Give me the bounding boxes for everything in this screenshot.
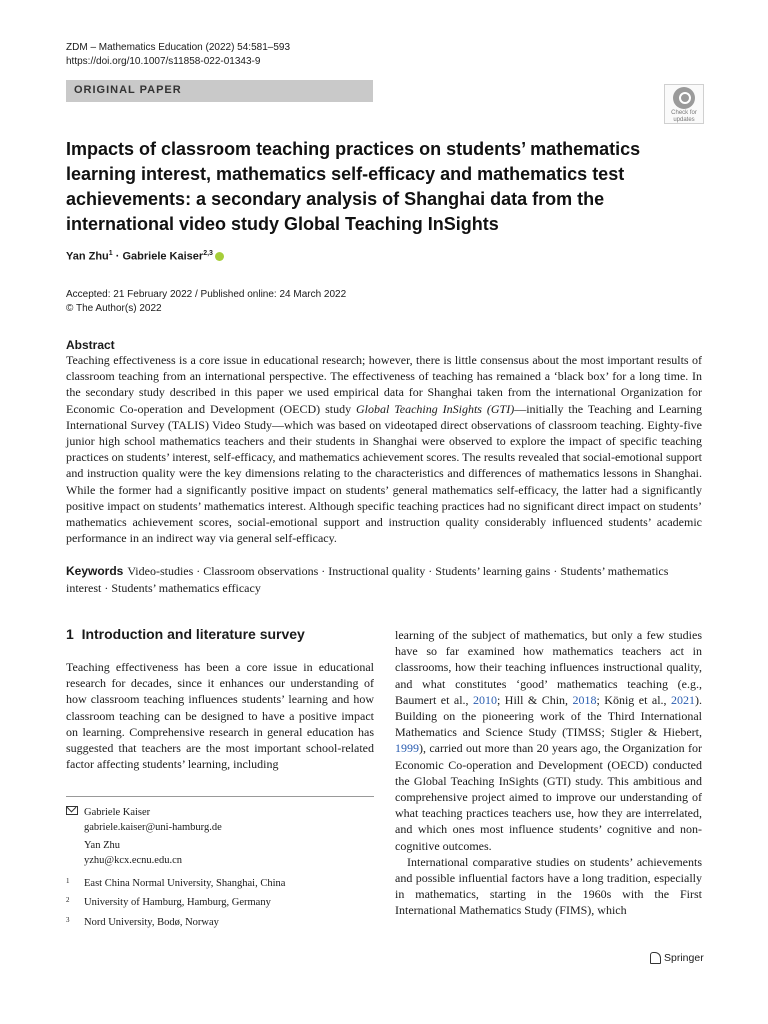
journal-info [66,41,290,69]
check-updates-line2: updates [673,117,695,123]
corresponding-author-name: Gabriele Kaiser [84,807,151,818]
affiliation-number: 2 [66,896,70,904]
footnote-divider [66,796,374,797]
author-list [66,250,224,263]
envelope-icon [66,806,78,815]
dates-line: Accepted: 21 February 2022 / Published online: 24 March 2022 [66,289,347,300]
right-column [395,627,702,919]
affiliation-text: Nord University, Bodø, Norway [84,917,219,928]
left-column-text: Teaching effectiveness has been a core issue in educational research for decades, since it enhances our understanding of how classroom teaching influences students’ learning and how classroom teaching can be designed to have a positive impact on learning. Comprehensive research in general education has suggested that teachers are the most important school-related factor affecting students’ learning, including [66,660,374,772]
author-name[interactable]: Yan Zhu [66,250,109,263]
copyright-line: © The Author(s) 2022 [66,303,162,314]
text-run: ; Hill & Chin, [497,692,573,707]
article-type-label: ORIGINAL PAPER [74,84,182,96]
publication-dates [66,288,346,316]
check-updates-line1: Check for [671,110,697,116]
keywords-label: Keywords [66,564,124,578]
abstract-part: —initially the Teaching and Learning International Survey (TALIS) Video Study—which was based on videotaped direct observations of classroom teaching. Eighty-five junior high school mathematics teachers and their students in Shanghai were observed to explore the impact of specific teaching practices on students’ interest, self-efficacy, and mathematics achievement scores. The results revealed that social-emotional support and instruction quality were the key dimensions relating to the characteristics and differences of mathematics lessons in Shanghai. While the former had a significantly positive impact on students’ general mathematics self-efficacy, the latter had a significantly positive impact on students’ mathematics interest. Although specific teaching practices had no significant direct impact on students’ mathematics achievement scores, social-emotional support and instruction quality considerably influenced students’ academic performance in an indirect way via general self-efficacy. [66,401,702,546]
abstract-study-name: Global Teaching InSights (GTI) [355,401,515,416]
text-run: learning of the subject of mathematics, but only a few studies have so far examined how mathematics teachers act in classrooms, how their teaching influences instructional quality, and what constitutes ‘good’ mathematics teaching (e.g., Baumert et al., [395,628,702,707]
affiliation-number: 3 [66,916,70,924]
corresponding-author-email[interactable]: gabriele.kaiser@uni-hamburg.de [84,822,222,833]
citation-link[interactable]: 2021 [671,692,695,707]
section-heading [66,626,305,642]
abstract-part: Teaching effectiveness is a core issue in educational research; however, there is little consensus about the most important results of classroom teaching from an international perspective. The effectiveness of teaching has remained a ‘black box’ for a long time. In the secondary study described in this paper we used empirical data for Shanghai taken from the international Organization for Economic Co-operation and Development (OECD) study [66,353,702,416]
text-run: ), carried out more than 20 years ago, the Organization for Economic Co-operation and Development (OECD) conducted the Global Teaching InSights (GTI) study. This ambitious and comprehensive project aimed to improve our understanding of what teaching practices teachers use, how they are interrelated, and which ones most influence students’ cognitive and non-cognitive outcomes. [395,741,702,853]
doi-link[interactable]: https://doi.org/10.1007/s11858-022-01343-9 [66,56,261,67]
section-number: 1 [66,626,74,642]
affiliation-text: East China Normal University, Shanghai, China [84,878,286,889]
author-name: Yan Zhu [84,840,120,851]
text-run: ). Building on the pioneering work of the Third International Mathematics and Science Study (TIMSS; Stigler & Hiebert, [395,692,702,740]
publisher-logo [650,952,704,964]
citation-link[interactable]: 2010 [473,692,498,707]
springer-horse-icon [650,952,661,964]
text-run: ; König et al., [596,692,671,707]
orcid-icon[interactable] [215,252,224,261]
author-affiliation-ref: 2,3 [203,250,213,257]
author-name[interactable]: Gabriele Kaiser [122,250,204,263]
paper-title: Impacts of classroom teaching practices on students’ mathematics learning interest, mathematics self-efficacy and mathematics test achievements: a secondary analysis of Shanghai data from the international video study Global Teaching InSights [66,139,641,234]
article-type-banner [66,80,373,102]
journal-citation: ZDM – Mathematics Education (2022) 54:581–593 [66,42,291,53]
right-column-paragraph: International comparative studies on students’ achievements and possible influential factors have a long tradition, especially in mathematics, starting in the 1960s with the First International Mathematics Study (FIMS), which [395,854,702,918]
abstract-text [66,352,702,546]
section-title: Introduction and literature survey [81,626,305,642]
author-email[interactable]: yzhu@kcx.ecnu.edu.cn [84,855,183,866]
citation-link[interactable]: 1999 [395,741,419,756]
check-for-updates-badge[interactable] [664,84,704,124]
author-affiliation-ref: 1 [108,250,113,257]
abstract-heading: Abstract [66,338,115,352]
check-updates-icon [673,87,695,109]
publisher-name: Springer [664,952,704,964]
keywords-list: Video-studies · Classroom observations · Instructional quality · Students’ learning gains · Students’ mathematics interest · Students’ mathematics efficacy [66,564,669,595]
affiliation-number: 1 [66,877,70,885]
right-column-paragraph [395,627,702,854]
author-separator: · [112,250,123,263]
keywords [66,563,702,596]
affiliation-text: University of Hamburg, Hamburg, Germany [84,897,271,908]
citation-link[interactable]: 2018 [572,692,597,707]
